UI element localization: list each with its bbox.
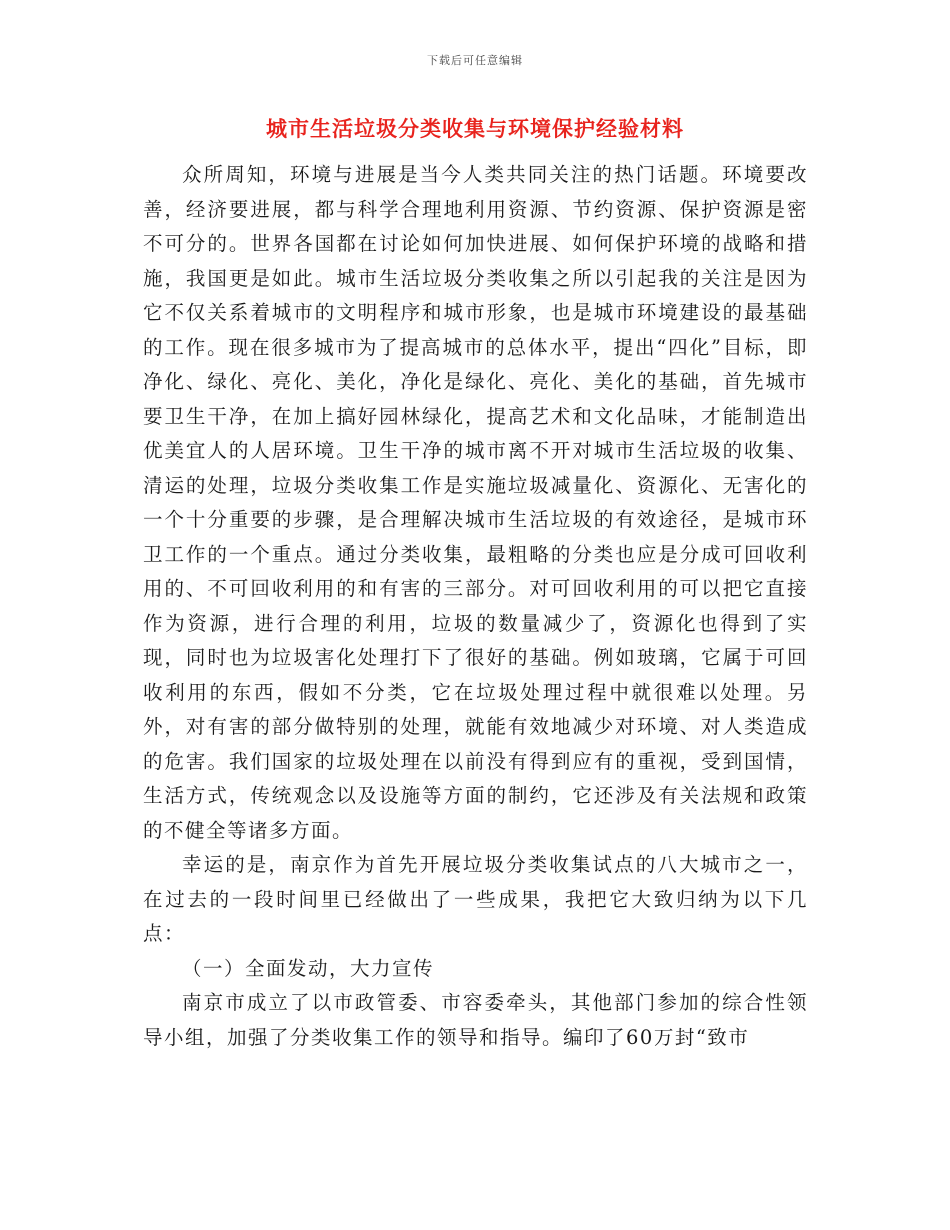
header-note: 下载后可任意编辑 [427,54,523,67]
paragraph-leadership: 南京市成立了以市政管委、市容委牵头，其他部门参加的综合性领导小组，加强了分类收集工作的领导和指导。编印了60万封“致市 [143,991,808,1049]
section-heading: （一）全面发动，大力宣传 [182,956,435,980]
paragraph-intro: 众所周知，环境与进展是当今人类共同关注的热门话题。环境要改善，经济要进展，都与科学合理地利用资源、节约资源、保护资源是密不可分的。世界各国都在讨论如何加快进展、如何保护环境的战略和措施，我国更是如此。城市生活垃圾分类收集之所以引起我的关注是因为它不仅关系着城市的文明程序和城市形象，也是城市环境建设的最基础的工作。现在很多城市为了提高城市的总体水平，提出“四化”目标，即净化、绿化、亮化、美化，净化是绿化、亮化、美化的基础，首先城市要卫生干净，在加上搞好园林绿化，提高艺术和文化品味，才能制造出优美宜人的人居环境。卫生干净的城市离不开对城市生活垃圾的收集、清运的处理，垃圾分类收集工作是实施垃圾减量化、资源化、无害化的一个十分重要的步骤，是合理解决城市生活垃圾的有效途径，是城市环卫工作的一个重点。通过分类收集，最粗略的分类也应是分成可回收利用的、不可回收利用的和有害的三部分。对可回收利用的可以把它直接作为资源，进行合理的利用，垃圾的数量减少了，资源化也得到了实现，同时也为垃圾害化处理打下了很好的基础。例如玻璃，它属于可回收利用的东西，假如不分类，它在垃圾处理过程中就很难以处理。另外，对有害的部分做特别的处理，就能有效地减少对环境、对人类造成的危害。我们国家的垃圾处理在以前没有得到应有的重视，受到国情，生活方式，传统观念以及设施等方面的制约，它还涉及有关法规和政策的不健全等诸多方面。 [143,163,808,842]
document-title: 城市生活垃圾分类收集与环境保护经验材料 [266,117,684,141]
document-body [143,158,808,1055]
paragraph-nanjing: 幸运的是，南京作为首先开展垃圾分类收集试点的八大城市之一，在过去的一段时间里已经做出了一些成果，我把它大致归纳为以下几点： [143,853,808,945]
